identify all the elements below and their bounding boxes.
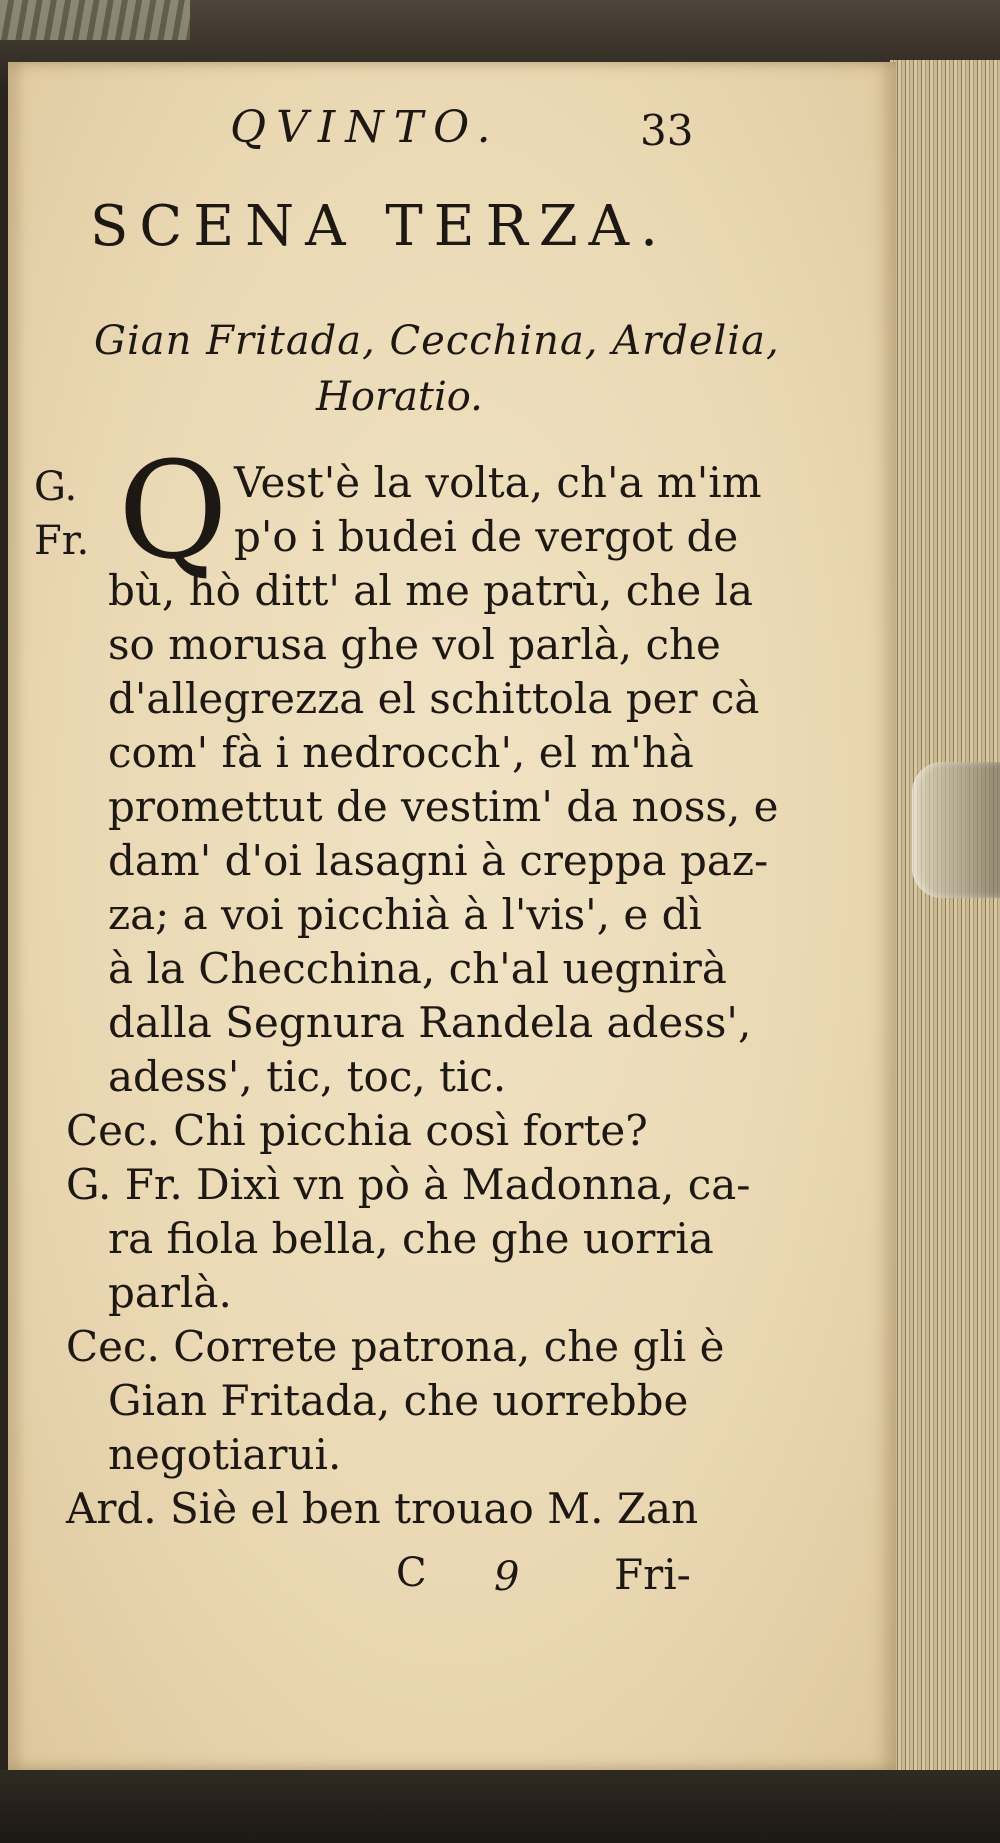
text-line: d'allegrezza el schittola per cà bbox=[108, 674, 760, 723]
scene-characters-line-2: Horatio. bbox=[316, 374, 483, 420]
text-line: promettut de vestim' da noss, e bbox=[108, 782, 779, 831]
book-cover-bottom bbox=[0, 1770, 1000, 1843]
opening-speaker-line-2: Fr. bbox=[34, 518, 90, 564]
running-head: QVINTO. bbox=[230, 102, 501, 153]
catchword: Fri- bbox=[614, 1550, 691, 1599]
text-line: ra fiola bella, che ghe uorria bbox=[108, 1214, 714, 1263]
page-number: 33 bbox=[640, 106, 694, 155]
text-line: p'o i budei de vergot de bbox=[234, 512, 739, 561]
text-line: à la Checchina, ch'al uegnirà bbox=[108, 944, 727, 993]
signature-mark: C bbox=[396, 1550, 427, 1596]
text-line: G. Fr. Dixì vn pò à Madonna, ca- bbox=[66, 1160, 751, 1209]
text-line: Cec. Correte patrona, che gli è bbox=[66, 1322, 725, 1371]
signature-number: 9 bbox=[494, 1554, 520, 1600]
text-line: Vest'è la volta, ch'a m'im bbox=[234, 458, 762, 507]
text-line: Cec. Chi picchia così forte? bbox=[66, 1106, 648, 1155]
text-line: za; a voi picchià à l'vis', e dì bbox=[108, 890, 702, 939]
text-line: dam' d'oi lasagni à creppa paz- bbox=[108, 836, 769, 885]
text-line: parlà. bbox=[108, 1268, 232, 1317]
text-line: com' fà i nedrocch', el m'hà bbox=[108, 728, 694, 777]
drop-cap: Q bbox=[118, 433, 228, 589]
scene-characters-line-1: Gian Fritada, Cecchina, Ardelia, bbox=[94, 318, 780, 364]
page-clip bbox=[912, 762, 1000, 898]
text-line: negotiarui. bbox=[108, 1430, 342, 1479]
text-line: Ard. Siè el ben trouao M. Zan bbox=[66, 1484, 699, 1533]
text-line: bù, hò ditt' al me patrù, che la bbox=[108, 566, 754, 615]
page-text bbox=[8, 62, 896, 1770]
text-line: adess', tic, toc, tic. bbox=[108, 1052, 507, 1101]
page-edges bbox=[890, 60, 1000, 1770]
text-line: dalla Segnura Randela adess', bbox=[108, 998, 752, 1047]
opening-speaker bbox=[34, 460, 89, 568]
opening-speaker-line-1: G. bbox=[34, 464, 78, 510]
book-page bbox=[8, 62, 896, 1770]
text-line: so morusa ghe vol parlà, che bbox=[108, 620, 721, 669]
scene-title: SCENA TERZA. bbox=[90, 194, 669, 259]
text-line: Gian Fritada, che uorrebbe bbox=[108, 1376, 689, 1425]
